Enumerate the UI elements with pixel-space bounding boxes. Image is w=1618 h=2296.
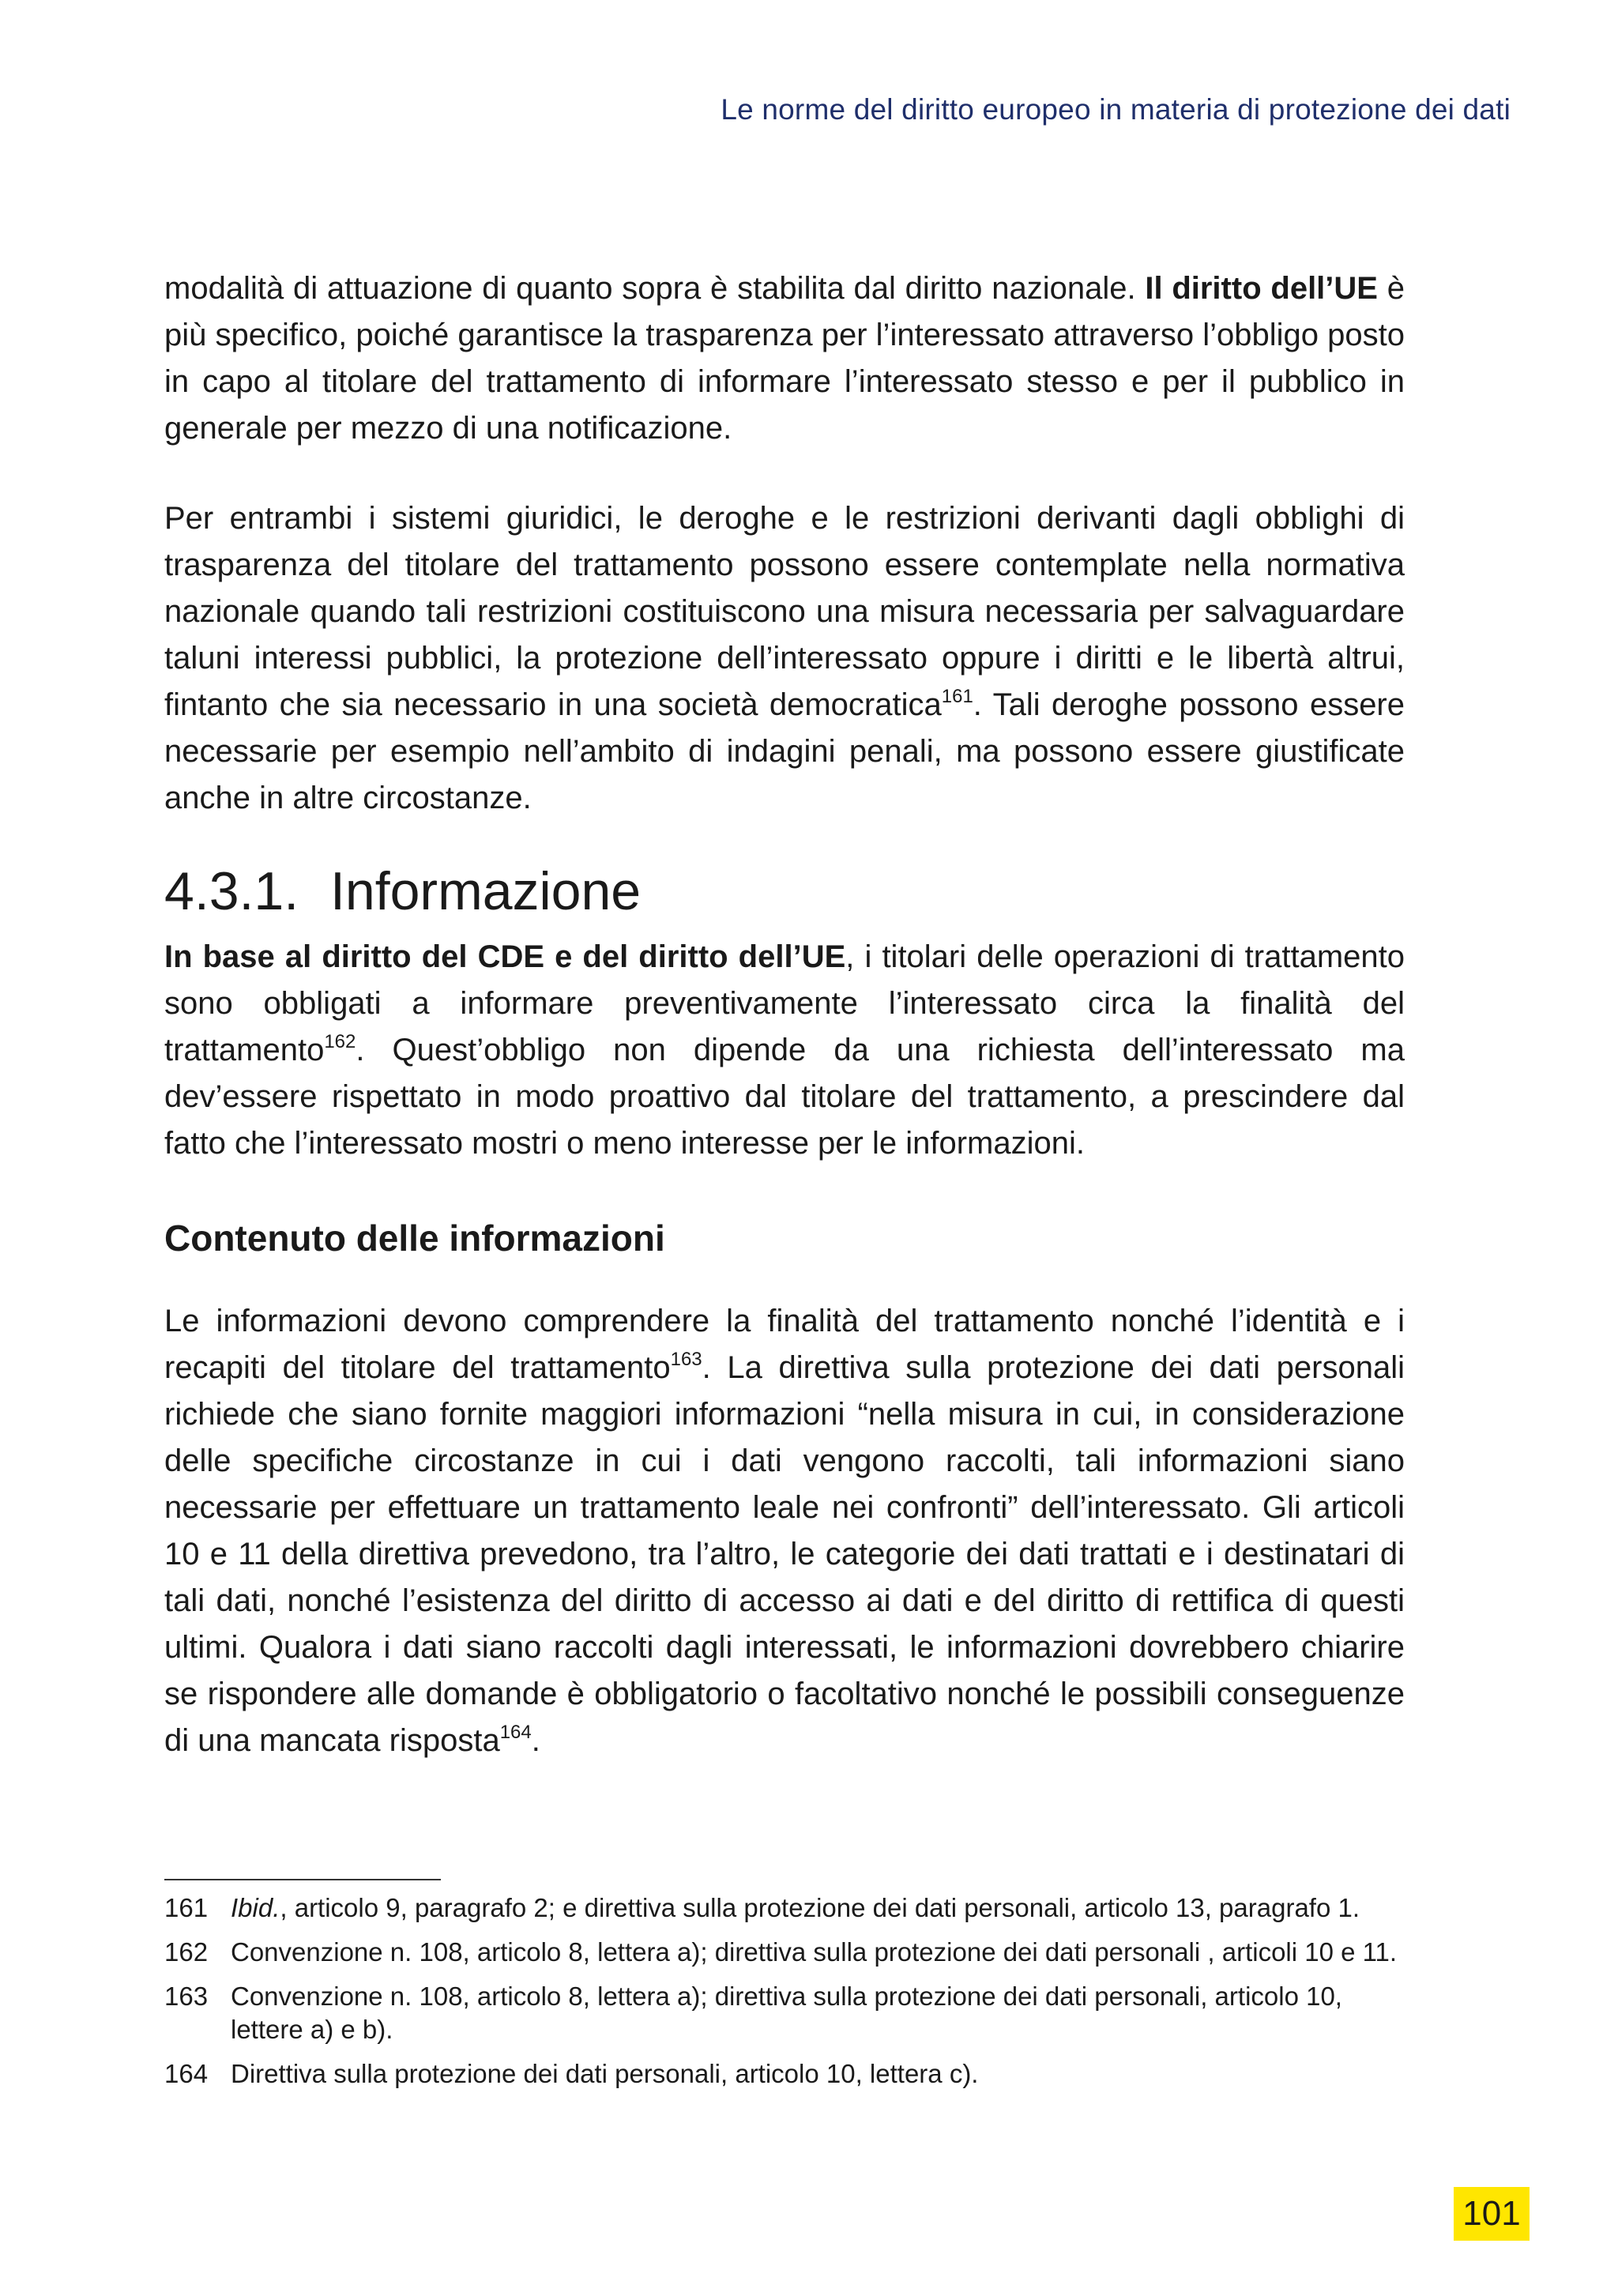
paragraph-text: Per entrambi i sistemi giuridici, le deroghe e le restrizioni derivanti dagli obblighi di trasparenza del titolare del trattamento possono essere contemplate nella normativa nazionale quando tali restrizioni costituiscono una misura necessaria per salvaguardare taluni interessi pubblici, la protezione dell’interessato oppure i diritti e le libertà altrui, fintanto che sia necessario in una società democratica [164, 501, 1405, 722]
footnote-ref[interactable]: 161 [941, 686, 973, 707]
running-header: Le norme del diritto europeo in materia di protezione dei dati [721, 93, 1511, 126]
section-number: 4.3.1. [164, 861, 299, 921]
footnote-body: , articolo 9, paragrafo 2; e direttiva sulla protezione dei dati personali, articolo 13, paragrafo 1. [280, 1893, 1360, 1922]
footnote-ref[interactable]: 163 [670, 1349, 702, 1370]
subsection-heading: Contenuto delle informazioni [164, 1218, 665, 1259]
section-heading [164, 860, 1405, 923]
main-content [164, 265, 1405, 1764]
paragraph-text: . La direttiva sulla protezione dei dati personali richiede che siano fornite maggiori informazioni “nella misura in cui, in considerazione delle specifiche circostanze in cui i dati vengono raccolti, tali informazioni siano necessarie per effettuare un trattamento leale nei confronti” dell’interessato. Gli articoli 10 e 11 della direttiva prevedono, tra l’altro, le categorie dei dati trattati e i destinatari di tali dati, nonché l’esistenza del diritto di accesso ai dati e del diritto di rettifica di questi ultimi. Qualora i dati siano raccolti dagli interessati, le informazioni dovrebbero chiarire se rispondere alle domande è obbligatorio o facoltativo nonché le possibili conseguenze di una mancata risposta [164, 1350, 1405, 1758]
paragraph-1 [164, 265, 1405, 452]
bold-phrase: Il diritto dell’UE [1145, 271, 1378, 306]
footnote-number: 162 [164, 1937, 209, 1967]
paragraph-text: Le informazioni devono comprendere la finalità del trattamento nonché l’identità e i recapiti del titolare del trattamento [164, 1304, 1405, 1385]
footnote-text: Convenzione n. 108, articolo 8, lettera a); direttiva sulla protezione dei dati personali, articolo 10, lettere a) e b). [231, 1982, 1342, 2044]
footnotes [164, 1891, 1405, 2102]
paragraph-text: è più specifico, poiché garantisce la trasparenza per l’interessato attraverso l’obbligo posto in capo al titolare del trattamento di informare l’interessato stesso e per il pubblico in generale per mezzo di una notificazione. [164, 271, 1405, 446]
paragraph-text: . Tali deroghe possono essere necessarie per esempio nell’ambito di indagini penali, ma possono essere giustificate anche in altre circostanze. [164, 687, 1405, 815]
footnote-divider [164, 1879, 441, 1880]
footnote-text: Convenzione n. 108, articolo 8, lettera a); direttiva sulla protezione dei dati personali , articoli 10 e 11. [231, 1937, 1398, 1967]
bold-phrase: In base al diritto del CDE e del diritto dell’UE [164, 939, 846, 974]
footnote-italic: Ibid. [231, 1893, 280, 1922]
paragraph-text: modalità di attuazione di quanto sopra è stabilita dal diritto nazionale. [164, 271, 1146, 306]
paragraph-text: , i titolari delle operazioni di trattamento sono obbligati a informare preventivamente l’interessato circa la finalità del trattamento [164, 939, 1405, 1067]
footnote-text [231, 1891, 1405, 1925]
paragraph-4 [164, 1298, 1405, 1764]
paragraph-text: . [531, 1723, 540, 1758]
footnote-161 [164, 1891, 1405, 1925]
footnote-number: 164 [164, 2059, 209, 2088]
footnote-text: Direttiva sulla protezione dei dati personali, articolo 10, lettera c). [231, 2059, 979, 2088]
footnote-ref[interactable]: 162 [324, 1031, 356, 1052]
page-number: 101 [1454, 2187, 1530, 2241]
paragraph-text: . Quest’obbligo non dipende da una richiesta dell’interessato ma dev’essere rispettato in modo proattivo dal titolare del trattamento, a prescindere dal fatto che l’interessato mostri o meno interesse per le informazioni. [164, 1033, 1405, 1161]
footnote-162 [164, 1936, 1405, 1969]
footnote-163 [164, 1980, 1405, 2046]
section-title-text: Informazione [330, 861, 642, 921]
footnote-number: 163 [164, 1982, 209, 2011]
footnote-ref[interactable]: 164 [499, 1722, 532, 1743]
paragraph-2 [164, 495, 1405, 822]
paragraph-3 [164, 934, 1405, 1167]
footnote-number: 161 [164, 1893, 209, 1922]
footnote-164 [164, 2057, 1405, 2091]
